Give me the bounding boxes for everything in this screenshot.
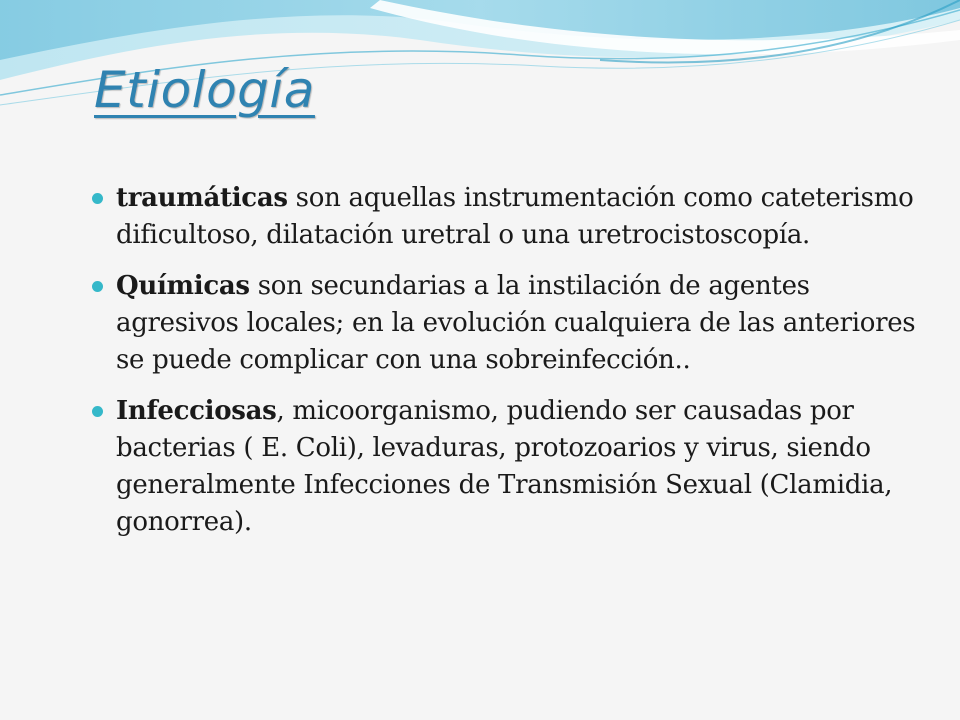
bullet-list xyxy=(92,180,922,555)
bullet-term: traumáticas xyxy=(116,183,288,213)
bullet-text: , micoorganismo, pudiendo ser causadas por bacterias ( E. Coli), levaduras, protozoarios y virus, siendo generalmente Infecciones de Transmisión Sexual (Clamidia, gonorrea). xyxy=(116,396,893,537)
slide-title: Etiología xyxy=(94,61,315,119)
bullet-term: Químicas xyxy=(116,271,250,301)
bullet-item-quimicas xyxy=(92,268,922,379)
bullet-item-traumaticas xyxy=(92,180,922,254)
bullet-dot-icon xyxy=(92,406,103,417)
bullet-text: son secundarias a la instilación de agentes agresivos locales; en la evolución cualquiera de las anteriores se puede complicar con una sobreinfección.. xyxy=(116,271,916,375)
bullet-text: son aquellas instrumentación como cateterismo dificultoso, dilatación uretral o una uretrocistoscopía. xyxy=(116,183,914,250)
bullet-dot-icon xyxy=(92,281,103,292)
bullet-term: Infecciosas xyxy=(116,396,277,426)
bullet-dot-icon xyxy=(92,193,103,204)
bullet-item-infecciosas xyxy=(92,393,922,541)
